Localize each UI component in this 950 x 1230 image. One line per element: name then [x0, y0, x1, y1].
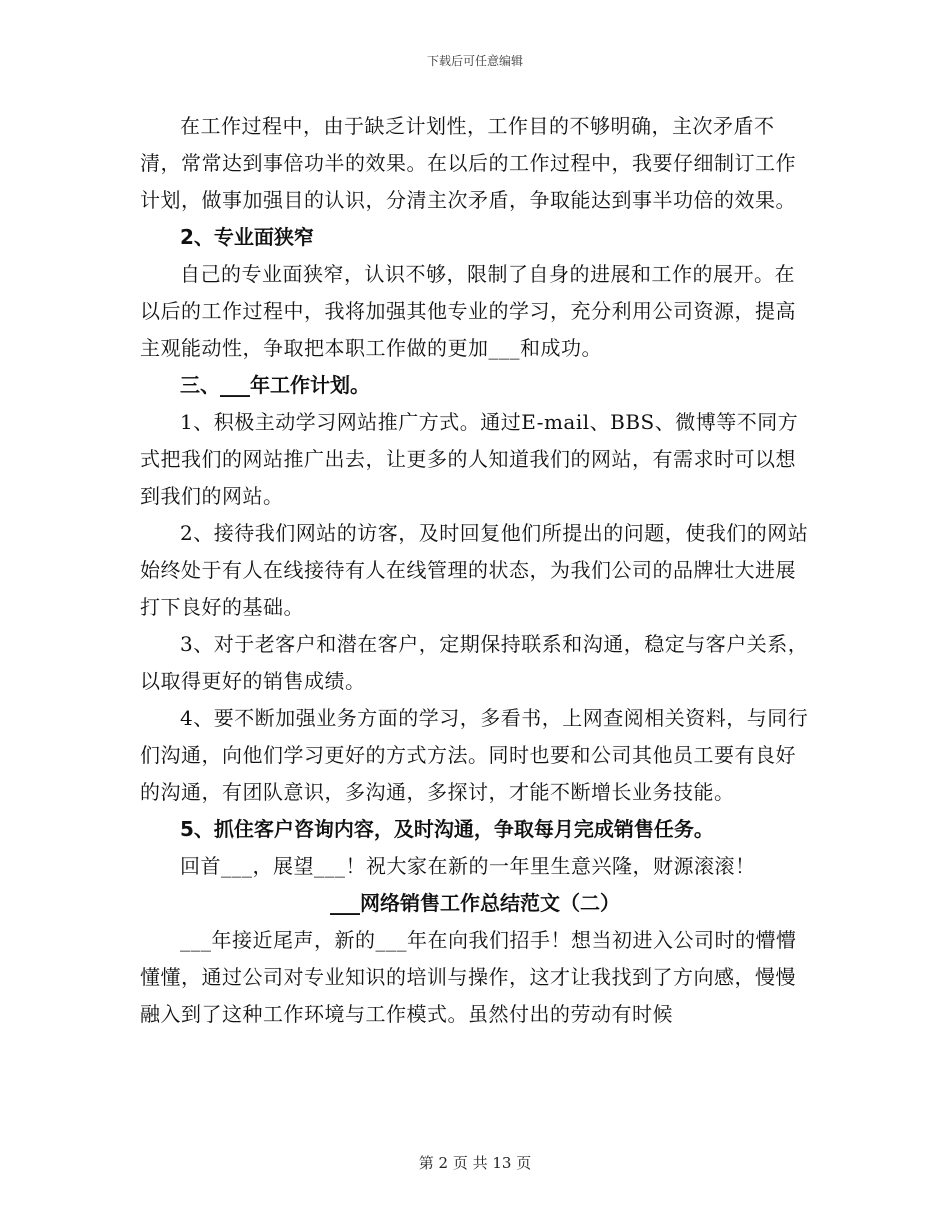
paragraph-plan-4: 4、要不断加强业务方面的学习，多看书，上网查阅相关资料，与同行们沟通，向他们学习更好的方式方法。同时也要和公司其他员工要有良好的沟通，有团队意识，多沟通，多探讨，才能不断增长业务技能。 — [140, 706, 809, 804]
paragraph-plan-2: 2、接待我们网站的访客，及时回复他们所提出的问题，使我们的网站始终处于有人在线接待有人在线管理的状态，为我们公司的品牌壮大进展打下良好的基础。 — [140, 521, 809, 619]
paragraph-plan-1: 1、积极主动学习网站推广方式。通过E-mail、BBS、微博等不同方式把我们的网站推广出去，让更多的人知道我们的网站，有需求时可以想到我们的网站。 — [140, 410, 799, 508]
heading-narrow-expertise: 2、专业面狭窄 — [180, 225, 314, 249]
paragraph-plan-3: 3、对于老客户和潜在客户，定期保持联系和沟通，稳定与客户关系，以取得更好的销售成绩。 — [140, 632, 809, 693]
paragraph-closing-wish: 回首___，展望___！祝大家在新的一年里生意兴隆，财源滚滚！ — [180, 854, 756, 878]
section-title: ___网络销售工作总结范文（二） — [330, 891, 620, 915]
paragraph-narrow-expertise: 自己的专业面狭窄，认识不够，限制了自身的进展和工作的展开。在以后的工作过程中，我将加强其他专业的学习，充分利用公司资源，提高主观能动性，争取把本职工作做的更加___和成功。 — [140, 262, 796, 360]
paragraph-planning-issue: 在工作过程中，由于缺乏计划性，工作目的不够明确，主次矛盾不清，常常达到事倍功半的效果。在以后的工作过程中，我要仔细制订工作计划，做事加强目的认识，分清主次矛盾，争取能达到事半功倍的效果。 — [140, 114, 796, 212]
paragraph-second-summary: ___年接近尾声，新的___年在向我们招手！想当初进入公司时的懵懵懂懂，通过公司对专业知识的培训与操作，这才让我找到了方向感，慢慢融入到了这种工作环境与工作模式。虽然付出的劳动有时候 — [140, 928, 797, 1026]
page-footer: 第 2 页 共 13 页 — [418, 1154, 532, 1172]
heading-plan-5: 5、抓住客户咨询内容，及时沟通，争取每月完成销售任务。 — [180, 817, 714, 841]
document-body — [140, 108, 810, 1033]
page-header: 下载后可任意编辑 — [426, 54, 523, 68]
heading-work-plan: 三、___年工作计划。 — [180, 373, 370, 397]
